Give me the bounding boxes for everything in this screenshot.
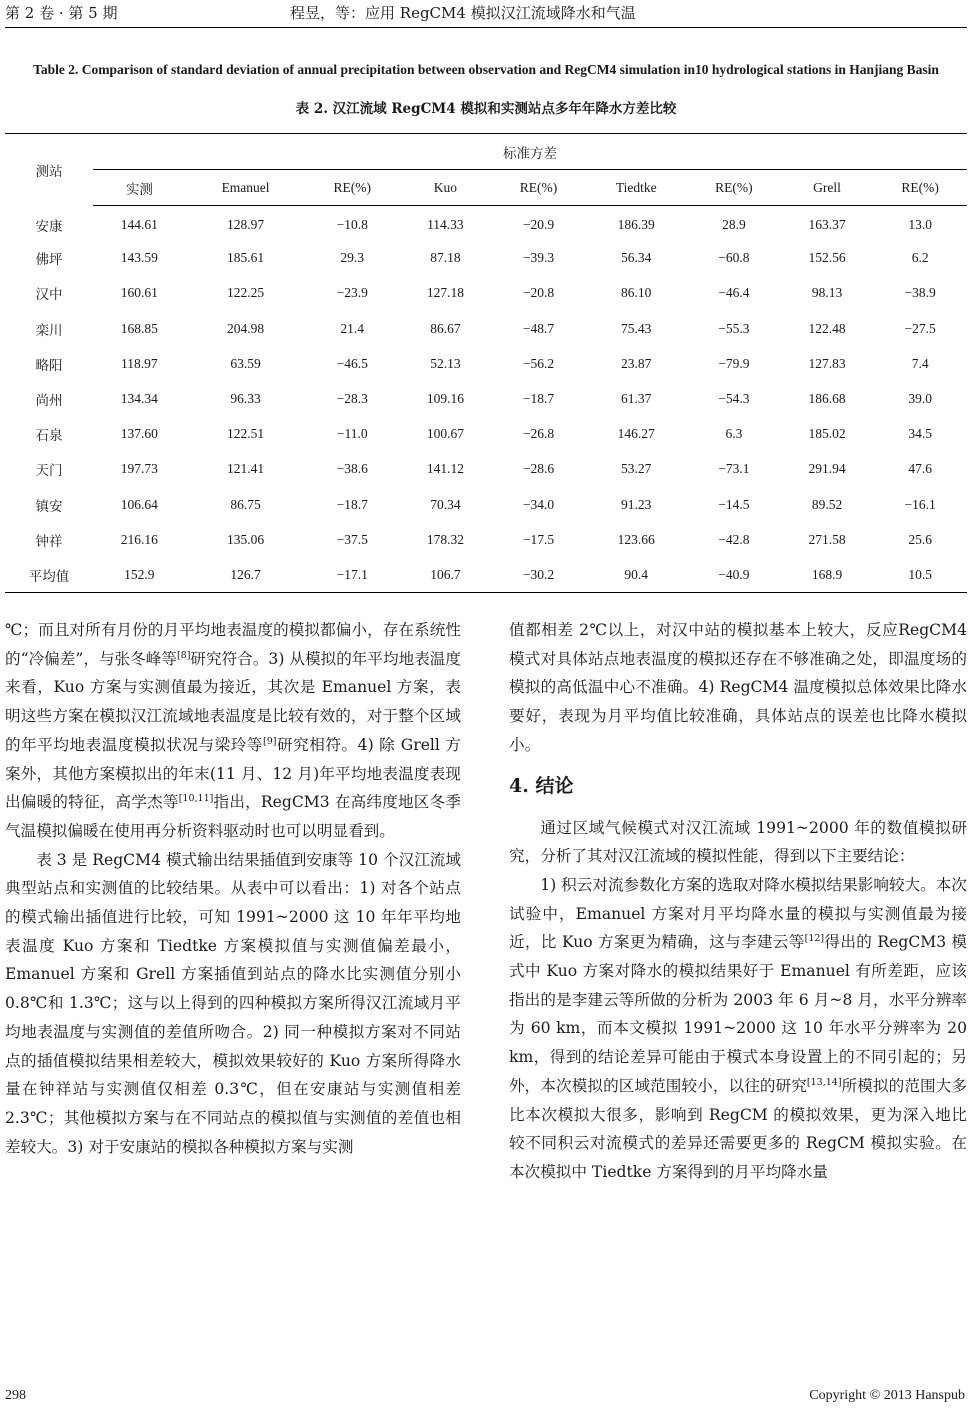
copyright: Copyright © 2013 Hanspub bbox=[809, 1388, 965, 1403]
station-cell: 平均值 bbox=[5, 557, 93, 592]
value-cell: −37.5 bbox=[336, 531, 368, 547]
value-cell: −23.9 bbox=[336, 285, 368, 301]
value-cell: 34.5 bbox=[908, 426, 932, 442]
value-cell: 114.33 bbox=[427, 216, 464, 232]
station-cell: 尚州 bbox=[35, 393, 63, 409]
station-cell: 安康 bbox=[35, 218, 63, 234]
value-cell: 121.41 bbox=[226, 461, 265, 477]
value-cell: −38.9 bbox=[904, 285, 936, 301]
table-caption-zh: 表 2. 汉江流域 RegCM4 模拟和实测站点多年年降水方差比较 bbox=[295, 101, 677, 117]
value-cell: 160.61 bbox=[120, 285, 158, 301]
value-cell: −11.0 bbox=[336, 426, 368, 442]
column-header: RE(%) bbox=[305, 170, 399, 206]
column-header: Kuo bbox=[399, 170, 492, 206]
page-number: 298 bbox=[5, 1388, 26, 1403]
value-cell: 185.02 bbox=[808, 426, 846, 442]
value-cell: 89.52 bbox=[811, 496, 843, 512]
std-deviation-table bbox=[5, 133, 967, 593]
value-cell: 13.0 bbox=[908, 216, 932, 232]
right-column bbox=[509, 616, 967, 1187]
value-cell: 185.61 bbox=[226, 250, 265, 266]
value-cell: 106.64 bbox=[120, 496, 158, 512]
value-cell: 91.23 bbox=[621, 496, 652, 512]
value-cell: 28.9 bbox=[722, 216, 746, 232]
value-cell: 126.7 bbox=[186, 557, 306, 592]
value-cell: 109.16 bbox=[426, 391, 464, 407]
table-row bbox=[5, 381, 967, 416]
value-cell: 122.48 bbox=[808, 320, 846, 336]
value-cell: 6.3 bbox=[725, 426, 743, 442]
table-caption-en: Table 2. Comparison of standard deviation of annual precipitation between observation and RegCM4 simulation in10 hydrological stations in Hanjiang Basin bbox=[33, 62, 939, 77]
value-cell: 152.9 bbox=[93, 557, 186, 592]
table-row bbox=[5, 522, 967, 557]
right-paragraph-1: 值都相差 2℃以上，对汉中站的模拟基本上较大，反应RegCM4模式对具体站点地表温度的模拟还存在不够准确之处，即温度场的模拟的高低温中心不准确。4) RegCM4 温度模拟总体效果比降水要好，表现为月平均值比较准确，具体站点的误差也比降水模拟小。 bbox=[509, 621, 967, 754]
value-cell: 168.85 bbox=[120, 320, 158, 336]
value-cell: 141.12 bbox=[426, 461, 464, 477]
value-cell: 197.73 bbox=[120, 461, 158, 477]
group-header: 标准方差 bbox=[503, 145, 557, 161]
value-cell: 127.83 bbox=[808, 355, 846, 371]
header-rule bbox=[5, 27, 967, 28]
value-cell: −34.0 bbox=[522, 496, 555, 512]
citation: [10,11] bbox=[178, 793, 214, 805]
value-cell: 143.59 bbox=[120, 250, 158, 266]
table-row bbox=[5, 206, 967, 241]
value-cell: 122.51 bbox=[226, 426, 265, 442]
value-cell: −54.3 bbox=[718, 391, 750, 407]
column-header: RE(%) bbox=[873, 170, 967, 206]
value-cell: 61.37 bbox=[621, 391, 652, 407]
value-cell: 178.32 bbox=[426, 531, 464, 547]
value-cell: 291.94 bbox=[808, 461, 846, 477]
value-cell: 204.98 bbox=[226, 320, 265, 336]
table-row bbox=[5, 346, 967, 381]
value-cell: −30.2 bbox=[492, 557, 586, 592]
value-cell: −48.7 bbox=[522, 320, 555, 336]
table-row bbox=[5, 276, 967, 311]
station-cell: 佛坪 bbox=[35, 252, 63, 268]
station-cell: 天门 bbox=[35, 463, 63, 479]
value-cell: −28.6 bbox=[522, 461, 555, 477]
value-cell: 63.59 bbox=[230, 355, 261, 371]
table-row bbox=[5, 417, 967, 452]
station-cell: 钟祥 bbox=[35, 533, 63, 549]
section-title: 4. 结论 bbox=[509, 774, 574, 797]
station-cell: 石泉 bbox=[35, 428, 63, 444]
value-cell: 29.3 bbox=[340, 250, 365, 266]
column-header: Emanuel bbox=[186, 170, 306, 206]
value-cell: 6.2 bbox=[911, 250, 929, 266]
value-cell: 144.61 bbox=[120, 216, 158, 232]
station-cell: 略阳 bbox=[35, 357, 63, 373]
value-cell: −10.8 bbox=[336, 216, 368, 232]
citation: [12] bbox=[804, 933, 825, 945]
value-cell: 152.56 bbox=[808, 250, 846, 266]
value-cell: −17.5 bbox=[522, 531, 555, 547]
value-cell: 75.43 bbox=[621, 320, 652, 336]
running-head bbox=[5, 2, 965, 26]
value-cell: 87.18 bbox=[430, 250, 461, 266]
value-cell: −38.6 bbox=[336, 461, 368, 477]
table-row bbox=[5, 241, 967, 276]
value-cell: 216.16 bbox=[120, 531, 158, 547]
column-header: Grell bbox=[781, 170, 874, 206]
value-cell: 47.6 bbox=[908, 461, 932, 477]
value-cell: 90.4 bbox=[585, 557, 687, 592]
value-cell: −56.2 bbox=[522, 355, 555, 371]
value-cell: 122.25 bbox=[226, 285, 265, 301]
value-cell: −55.3 bbox=[718, 320, 750, 336]
value-cell: −18.7 bbox=[336, 496, 368, 512]
value-cell: 168.9 bbox=[781, 557, 874, 592]
value-cell: −20.8 bbox=[522, 285, 555, 301]
value-cell: −14.5 bbox=[718, 496, 750, 512]
volume-issue: 第 2 卷 · 第 5 期 bbox=[5, 4, 118, 22]
value-cell: −16.1 bbox=[904, 496, 936, 512]
value-cell: −46.5 bbox=[336, 355, 368, 371]
table-row bbox=[5, 487, 967, 522]
table-body bbox=[5, 206, 967, 593]
value-cell: 21.4 bbox=[340, 320, 365, 336]
value-cell: 163.37 bbox=[808, 216, 846, 232]
running-title: 程昱，等：应用 RegCM4 模拟汉江流域降水和气温 bbox=[290, 4, 636, 22]
value-cell: 39.0 bbox=[908, 391, 932, 407]
value-cell: −60.8 bbox=[718, 250, 750, 266]
value-cell: 56.34 bbox=[621, 250, 652, 266]
value-cell: 137.60 bbox=[120, 426, 158, 442]
column-header-row bbox=[5, 170, 967, 206]
value-cell: 186.39 bbox=[617, 216, 655, 232]
value-cell: 106.7 bbox=[399, 557, 492, 592]
value-cell: 96.33 bbox=[230, 391, 261, 407]
value-cell: 135.06 bbox=[226, 531, 265, 547]
value-cell: −73.1 bbox=[718, 461, 750, 477]
station-cell: 栾川 bbox=[35, 322, 63, 338]
value-cell: −20.9 bbox=[522, 216, 555, 232]
value-cell: −18.7 bbox=[522, 391, 555, 407]
value-cell: −46.4 bbox=[718, 285, 750, 301]
value-cell: 98.13 bbox=[811, 285, 843, 301]
value-cell: 52.13 bbox=[430, 355, 461, 371]
left-paragraph-2: 表 3 是 RegCM4 模式输出结果插值到安康等 10 个汉江流域典型站点和实测值的比较结果。从表中可以看出：1) 对各个站点的模式输出插值进行比较，可知 1991~2000 这 10 年年平均地表温度 Kuo 方案和 Tiedtke 方案模拟值与实测值偏差最小，Emanuel 方案和 Grell 方案插值到站点的降水比实测值分别小 0.8℃和 1.3℃；这与以上得到的四种模拟方案所得汉江流域月平均地表温度与实测值的差值所吻合。2) 同一种模拟方案对不同站点的插值模拟结果相差较大，模拟效果较好的 Kuo 方案所得降水量在钟祥站与实测值仅相差 0.3℃，但在安康站与实测值相差 2.3℃；其他模拟方案与在不同站点的模拟值与实测值的差值也相差较大。3) 对于安康站的模拟各种模拟方案与实测 bbox=[5, 850, 461, 1156]
left-paragraph-1: ℃；而且对所有月份的月平均地表温度的模拟都偏小，存在系统性的“冷偏差”，与张冬峰等[8]研究符合。3) 从模拟的年平均地表温度来看，Kuo 方案与实测值最为接近，其次是 Emanuel 方案，表明这些方案在模拟汉江流域地表温度是比较有效的，对于整个区域的年平均地表温度模拟状况与梁玲等[9]研究相符。4) 除 Grell 方案外，其他方案模拟出的年末(11 月、12 月)年平均地表温度表现出偏暖的特征，高学杰等[10,11]指出，RegCM3 在高纬度地区冬季气温模拟偏暖在使用再分析资料驱动时也可以明显看到。 bbox=[5, 621, 461, 840]
value-cell: 128.97 bbox=[226, 216, 265, 232]
value-cell: −27.5 bbox=[904, 320, 936, 336]
value-cell: −39.3 bbox=[522, 250, 555, 266]
value-cell: −17.1 bbox=[305, 557, 399, 592]
right-paragraph-3: 1) 积云对流参数化方案的选取对降水模拟结果影响较大。本次试验中，Emanuel 方案对月平均降水量的模拟与实测值最为接近，比 Kuo 方案更为精确，这与李建云等[12]得出的 RegCM3 模式中 Kuo 方案对降水的模拟结果好于 Emanuel 有所差距，应该指出的是李建云等所做的分析为 2003 年 6 月~8 月，水平分辨率为 60 km，而本文模拟 1991~2000 这 10 年水平分辨率为 20 km，得到的结论差异可能由于模式本身设置上的不同引起的；另外，本次模拟的区域范围较小，以往的研究[13,14]所模拟的范围大多比本次模拟大很多，影响到 RegCM 的模拟效果，更为深入地比较不同积云对流模式的差异还需要更多的 RegCM 模拟实验。在本次模拟中 Tiedtke 方案得到的月平均降水量 bbox=[509, 875, 968, 1181]
column-header: 实测 bbox=[93, 170, 186, 206]
citation: [8] bbox=[176, 649, 191, 661]
value-cell: 271.58 bbox=[808, 531, 846, 547]
citation: [13,14] bbox=[806, 1076, 842, 1088]
value-cell: 186.68 bbox=[808, 391, 846, 407]
right-paragraph-2: 通过区域气候模式对汉江流域 1991~2000 年的数值模拟研究，分析了其对汉江流域的模拟性能，得到以下主要结论： bbox=[509, 818, 967, 866]
value-cell: 25.6 bbox=[908, 531, 932, 547]
value-cell: 127.18 bbox=[426, 285, 464, 301]
column-header: RE(%) bbox=[687, 170, 781, 206]
value-cell: 86.67 bbox=[430, 320, 461, 336]
value-cell: −40.9 bbox=[687, 557, 781, 592]
column-header: Tiedtke bbox=[585, 170, 687, 206]
value-cell: 146.27 bbox=[617, 426, 655, 442]
value-cell: 23.87 bbox=[621, 355, 652, 371]
value-cell: 70.34 bbox=[430, 496, 461, 512]
value-cell: −28.3 bbox=[336, 391, 368, 407]
citation: [9] bbox=[263, 735, 277, 747]
station-cell: 汉中 bbox=[35, 287, 63, 303]
left-column bbox=[5, 616, 461, 1161]
table-row bbox=[5, 557, 967, 592]
value-cell: 118.97 bbox=[121, 355, 158, 371]
value-cell: 53.27 bbox=[621, 461, 652, 477]
value-cell: −79.9 bbox=[718, 355, 750, 371]
value-cell: 86.10 bbox=[621, 285, 652, 301]
value-cell: −42.8 bbox=[718, 531, 750, 547]
value-cell: 10.5 bbox=[873, 557, 967, 592]
table-row bbox=[5, 452, 967, 487]
value-cell: 123.66 bbox=[617, 531, 655, 547]
value-cell: 86.75 bbox=[230, 496, 261, 512]
station-cell: 镇安 bbox=[35, 498, 63, 514]
station-header: 测站 bbox=[35, 163, 63, 179]
value-cell: −26.8 bbox=[522, 426, 555, 442]
value-cell: 7.4 bbox=[911, 355, 929, 371]
value-cell: 134.34 bbox=[120, 391, 158, 407]
column-header: RE(%) bbox=[492, 170, 586, 206]
value-cell: 100.67 bbox=[426, 426, 464, 442]
table-row bbox=[5, 311, 967, 346]
